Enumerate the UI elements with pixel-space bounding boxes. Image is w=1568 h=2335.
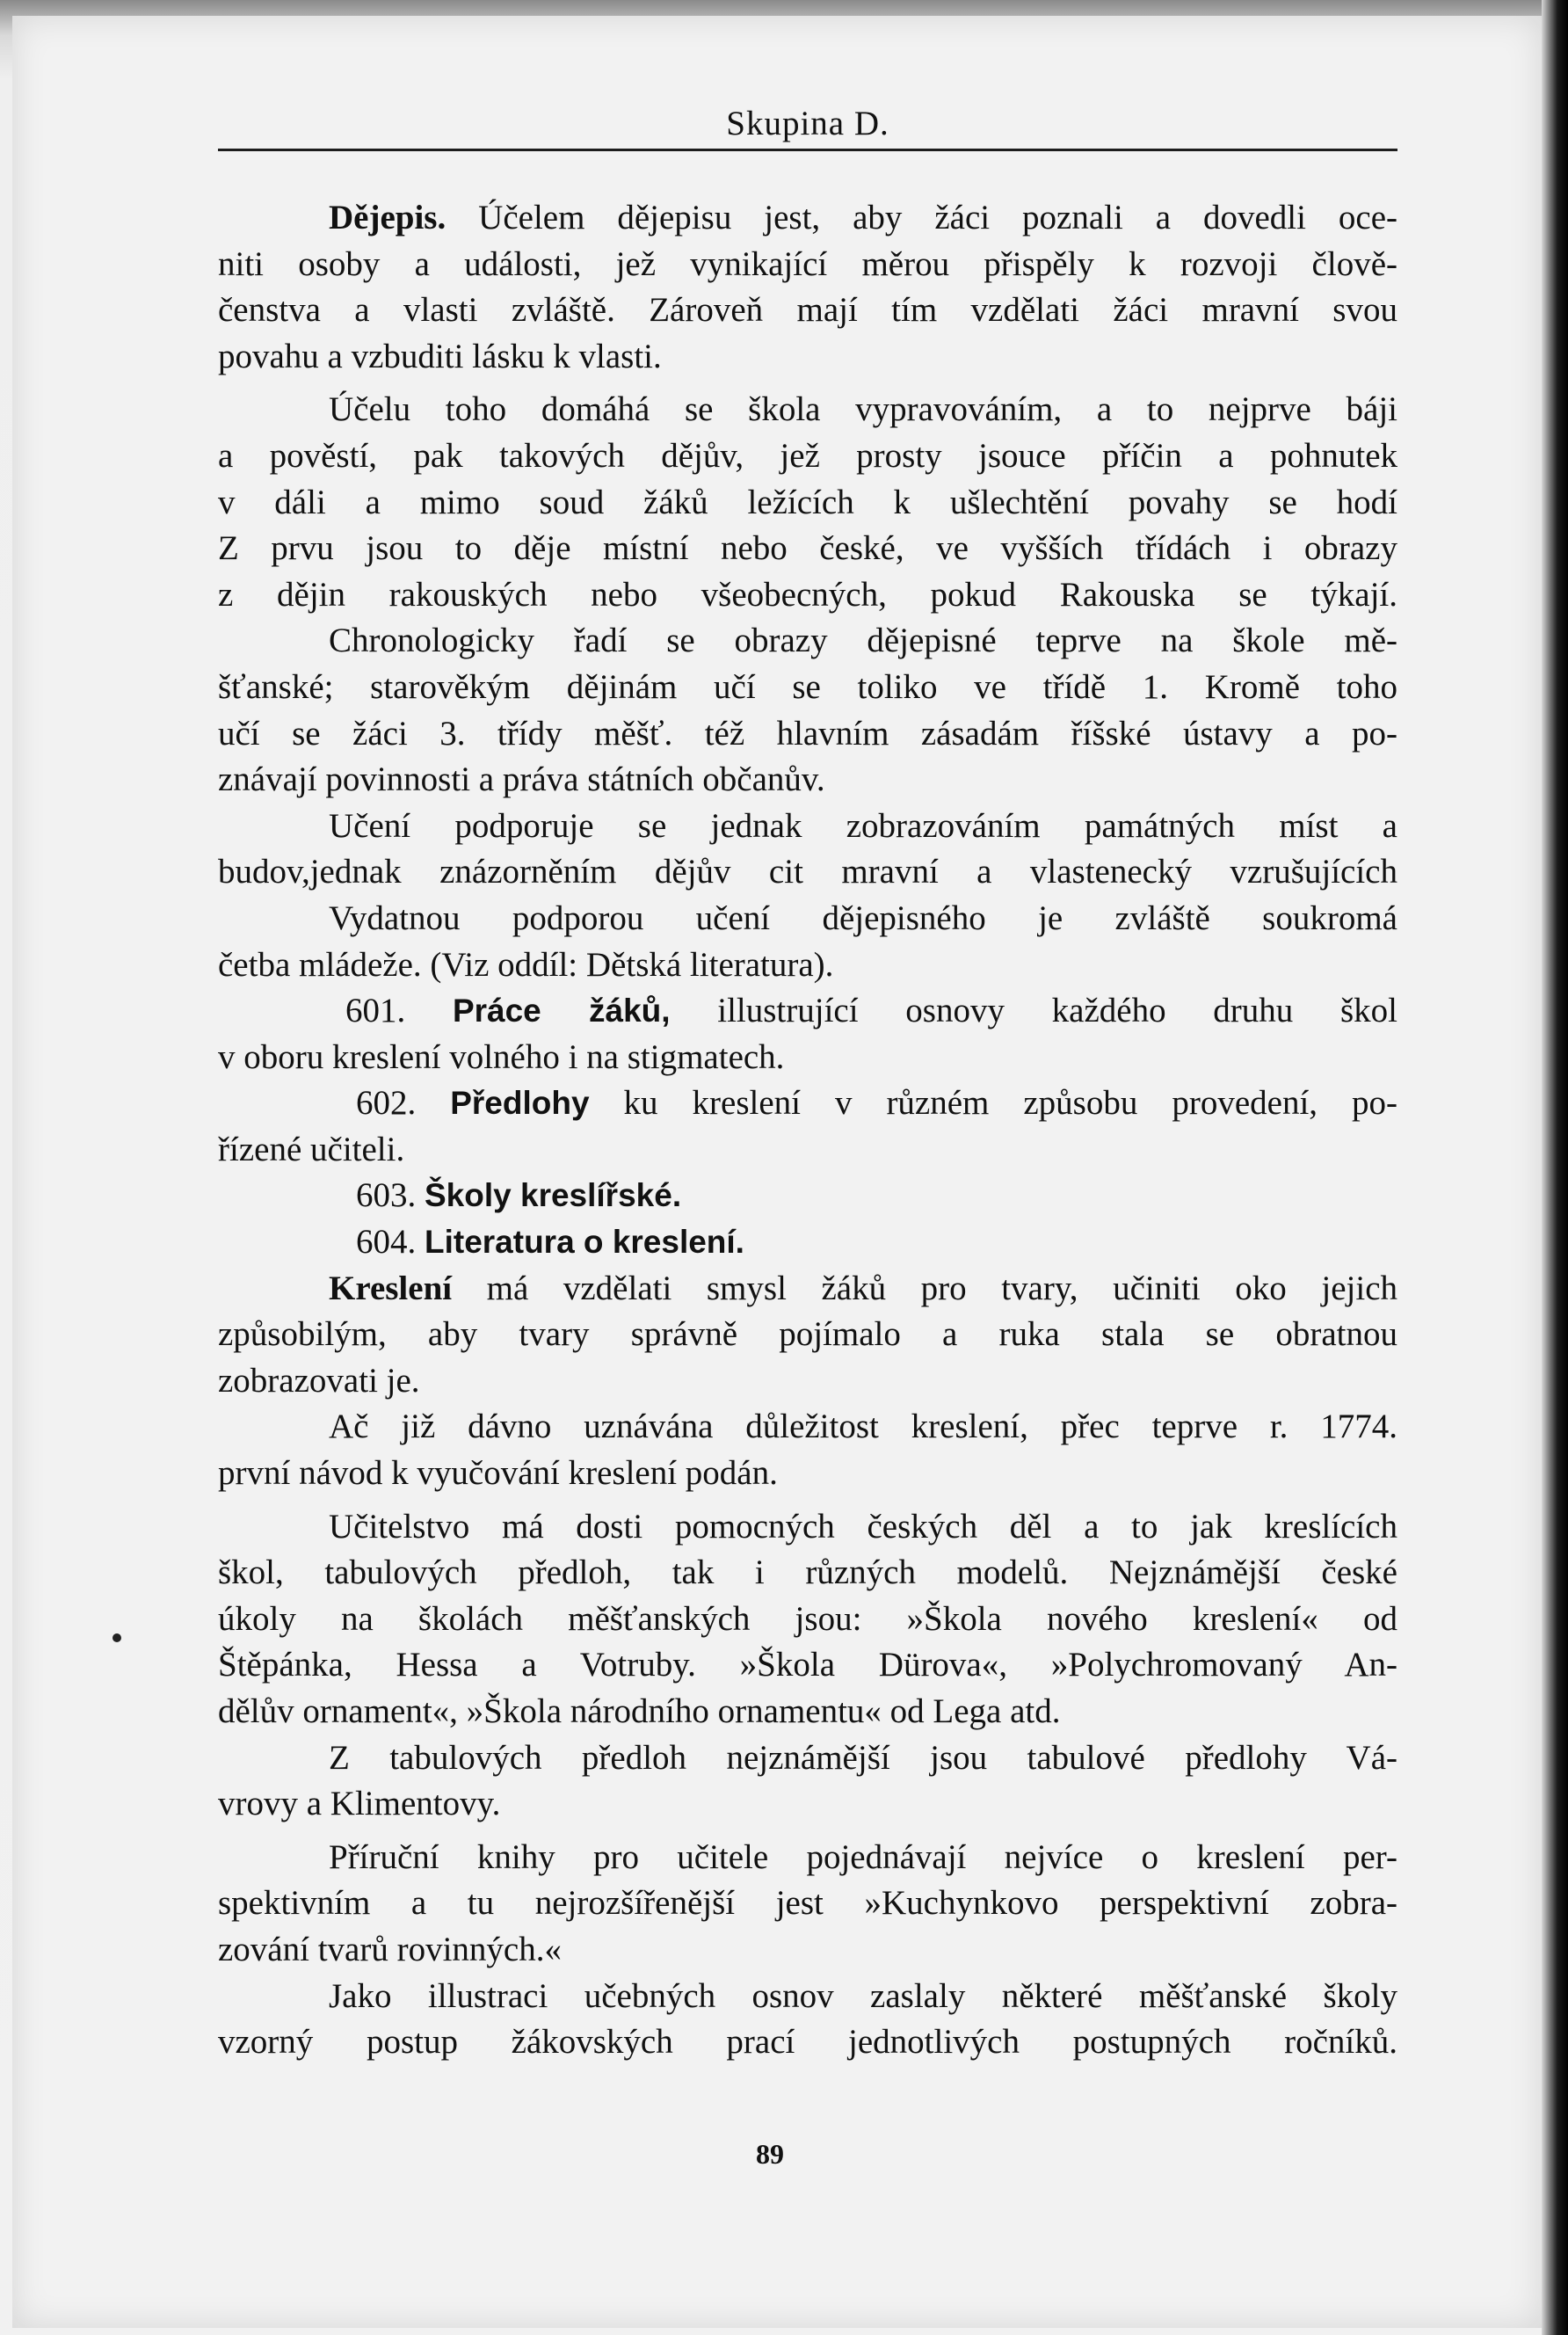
running-header: Skupina D. bbox=[726, 105, 889, 142]
paragraph bbox=[218, 1404, 1397, 1496]
text-line: vrovy a Klimentovy. bbox=[218, 1785, 501, 1823]
text-line: čenstva a vlasti zvláště. Zároveň mají tím vzdělati žáci mravní svou bbox=[218, 291, 1397, 330]
paragraph bbox=[218, 618, 1397, 803]
text-line: Ač již dávno uznávána důležitost kreslení, přec teprve r. 1774. bbox=[329, 1408, 1397, 1446]
header-rule bbox=[218, 149, 1397, 151]
paragraph bbox=[218, 1735, 1397, 1828]
text-line: z dějin rakouských nebo všeobecných, pokud Rakouska se týkají. bbox=[218, 575, 1397, 614]
paragraph bbox=[218, 896, 1397, 988]
entry-title: Literatura o kreslení. bbox=[425, 1224, 744, 1261]
text-line: úkoly na školách měšťanských jsou: »Škola nového kreslení« od bbox=[218, 1599, 1397, 1638]
text-line: řízené učiteli. bbox=[218, 1130, 405, 1168]
exhibit-entry-602 bbox=[218, 1080, 1397, 1173]
text-line: učí se žáci 3. třídy měšť. též hlavním zásadám říšské ústavy a po- bbox=[218, 714, 1397, 753]
page-edge-shadow bbox=[1542, 0, 1568, 2335]
text-line: zování tvarů rovinných.« bbox=[218, 1930, 562, 1968]
text-line: způsobilým, aby tvary správně pojímalo a ruka stala se obratnou bbox=[218, 1315, 1397, 1354]
entry-number: 602. bbox=[356, 1084, 417, 1123]
text-line: Účelu toho domáhá se škola vypravováním, a to nejprve báji bbox=[329, 390, 1397, 429]
text-line: spektivním a tu nejrozšířenější jest »Kuchynkovo perspektivní zobra- bbox=[218, 1884, 1397, 1923]
page-number: 89 bbox=[756, 2138, 784, 2170]
text-line: Dějepis. Účelem dějepisu jest, aby žáci poznali a dovedli oce- bbox=[329, 199, 1397, 236]
text-line: Z prvu jsou to děje místní nebo české, ve vyšších třídách i obrazy bbox=[218, 529, 1397, 568]
entry-title: Předlohy bbox=[450, 1085, 590, 1122]
text-line: Učení podporuje se jednak zobrazováním památných míst a bbox=[329, 806, 1397, 845]
text-line: 601. Práce žáků, illustrující osnovy každého druhu škol bbox=[345, 992, 1397, 1030]
text-line: zobrazovati je. bbox=[218, 1361, 420, 1400]
entry-title: Práce žáků, bbox=[452, 993, 671, 1029]
text-line: četba mládeže. (Viz oddíl: Dětská literatura). bbox=[218, 945, 834, 984]
entry-number: 604. bbox=[356, 1223, 417, 1262]
text-line: povahu a vzbuditi lásku k vlasti. bbox=[218, 337, 662, 375]
text-line: Z tabulových předloh nejznámější jsou tabulové předlohy Vá- bbox=[329, 1738, 1397, 1777]
paragraph-dejepis bbox=[218, 195, 1397, 380]
text-line: Učitelstvo má dosti pomocných českých děl a to jak kreslících bbox=[329, 1507, 1397, 1546]
section-lead: Kreslení bbox=[329, 1269, 453, 1307]
exhibit-entry-601 bbox=[218, 988, 1397, 1080]
margin-speck bbox=[113, 1633, 121, 1642]
text-line: Kreslení má vzdělati smysl žáků pro tvary, učiniti oko jejich bbox=[329, 1269, 1397, 1307]
paragraph bbox=[218, 387, 1397, 618]
text-line: Štěpánka, Hessa a Votruby. »Škola Dürova«, »Polychromovaný An- bbox=[218, 1646, 1397, 1684]
text-line: v dáli a mimo soud žáků ležících k ušlechtění povahy se hodí bbox=[218, 483, 1397, 521]
text-line: první návod k vyučování kreslení podán. bbox=[218, 1454, 778, 1493]
text-line: šťanské; starověkým dějinám učí se toliko ve třídě 1. Kromě toho bbox=[218, 667, 1397, 706]
text-line: 602. Předlohy ku kreslení v různém způsobu provedení, po- bbox=[356, 1084, 1397, 1123]
text-line: škol, tabulových předloh, tak i různých modelů. Nejznámější české bbox=[218, 1553, 1397, 1592]
exhibit-entry-604 bbox=[218, 1219, 1397, 1266]
paragraph bbox=[218, 1835, 1397, 1974]
text-line bbox=[218, 1173, 1397, 1219]
text-line: znávají povinnosti a práva státních občanův. bbox=[218, 760, 825, 799]
text-line: a pověstí, pak takových dějův, jež prosty jsouce příčin a pohnutek bbox=[218, 436, 1397, 475]
text-line bbox=[218, 1219, 1397, 1266]
page-body bbox=[218, 195, 1397, 2066]
paragraph bbox=[218, 1974, 1397, 2066]
entry-title: Školy kreslířské. bbox=[425, 1177, 682, 1214]
text-line: Jako illustraci učebných osnov zaslaly některé měšťanské školy bbox=[329, 1976, 1397, 2015]
text-line: Příruční knihy pro učitele pojednávají nejvíce o kreslení per- bbox=[329, 1837, 1397, 1876]
text-line: budov,jednak znázorněním dějův cit mravní a vlastenecký vzrušujících bbox=[218, 853, 1397, 891]
text-line: v oboru kreslení volného i na stigmatech. bbox=[218, 1037, 785, 1076]
section-lead: Dějepis. bbox=[329, 199, 446, 236]
text-line: niti osoby a události, jež vynikající měrou přispěly k rozvoji člově- bbox=[218, 244, 1397, 283]
text-line: dělův ornament«, »Škola národního ornamentu« od Lega atd. bbox=[218, 1692, 1061, 1730]
entry-number: 603. bbox=[356, 1176, 417, 1215]
text-line: vzorný postup žákovských prací jednotlivých postupných ročníků. bbox=[218, 2023, 1397, 2062]
entry-number: 601. bbox=[345, 992, 406, 1030]
paragraph bbox=[218, 804, 1397, 896]
exhibit-entry-603 bbox=[218, 1173, 1397, 1219]
text-line: Chronologicky řadí se obrazy dějepisné teprve na škole mě- bbox=[329, 622, 1397, 660]
paragraph bbox=[218, 1504, 1397, 1735]
text-line: Vydatnou podporou učení dějepisného je zvláště soukromá bbox=[329, 898, 1397, 937]
paragraph-kresleni bbox=[218, 1266, 1397, 1405]
